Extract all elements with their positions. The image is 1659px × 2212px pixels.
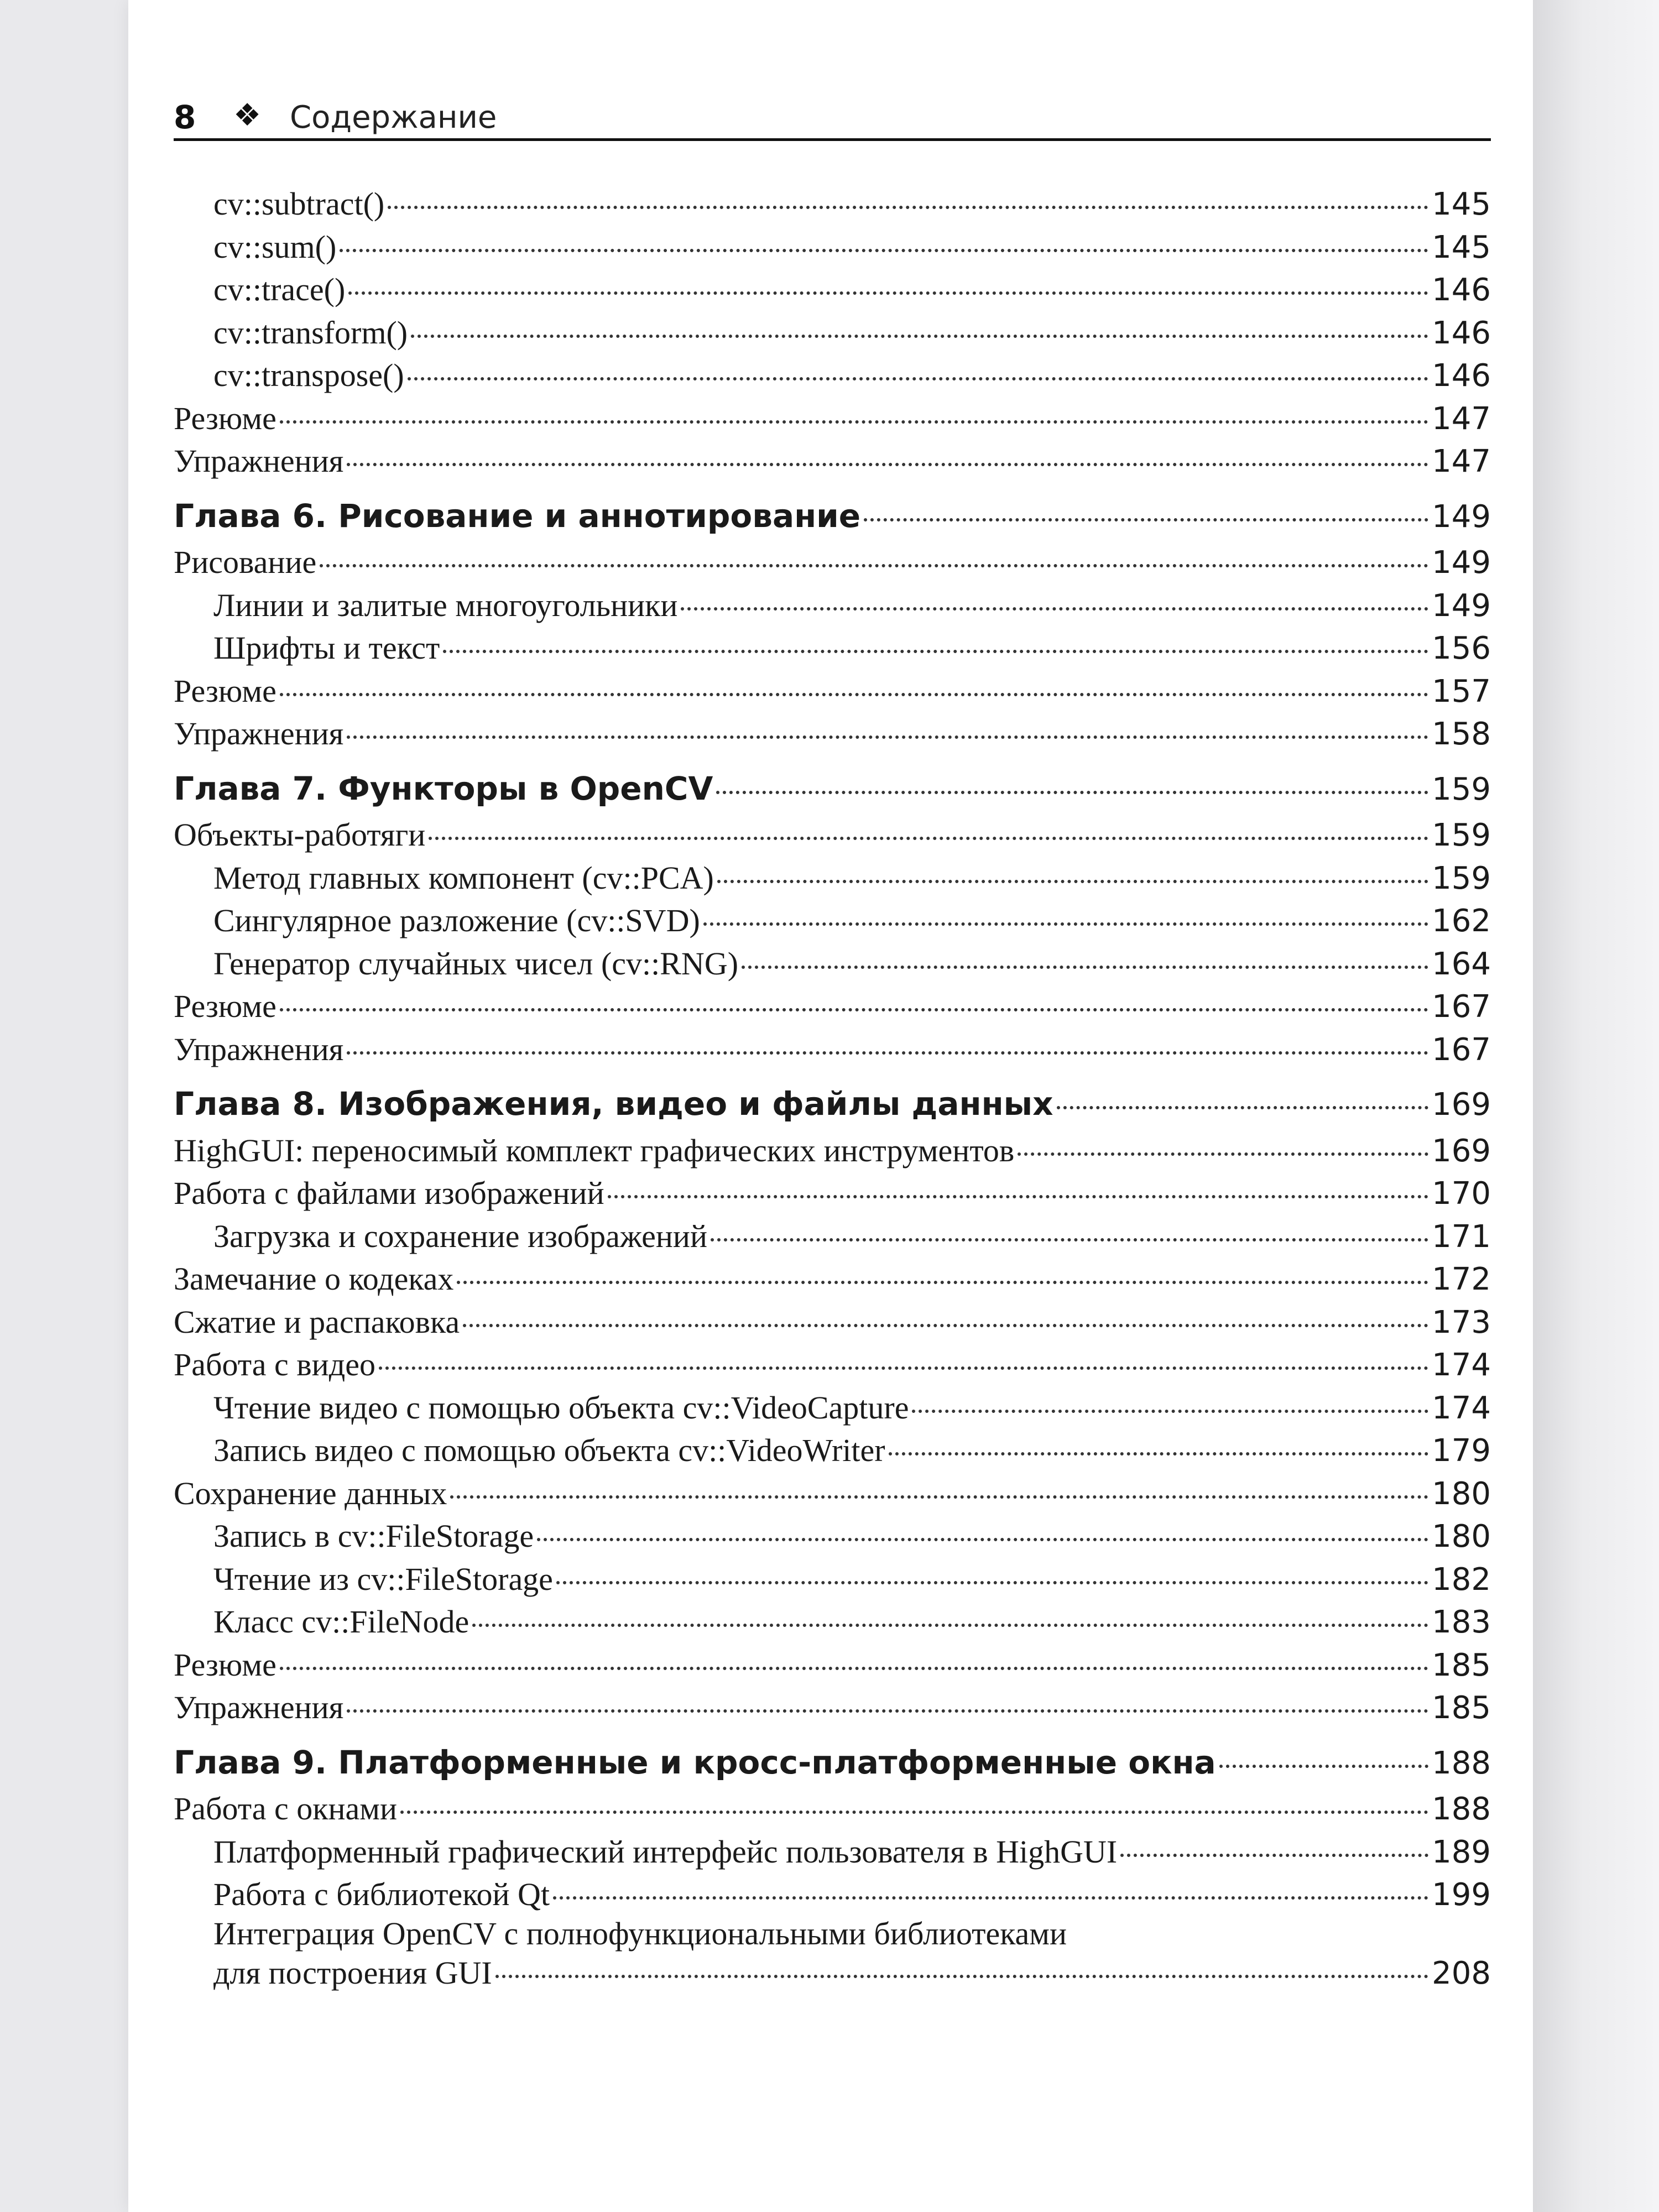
dot-leader bbox=[1120, 1854, 1428, 1857]
dot-leader bbox=[280, 1008, 1428, 1011]
toc-page-number: 159 bbox=[1432, 817, 1491, 853]
toc-page-number: 169 bbox=[1432, 1133, 1491, 1169]
toc-page-number: 185 bbox=[1432, 1647, 1491, 1683]
dot-leader bbox=[717, 880, 1428, 883]
toc-entry bbox=[174, 1830, 1491, 1874]
dot-leader bbox=[711, 1238, 1428, 1241]
dot-leader bbox=[347, 1709, 1428, 1713]
dot-leader bbox=[379, 1366, 1428, 1370]
dot-leader bbox=[347, 1051, 1428, 1055]
dot-leader bbox=[280, 1667, 1428, 1670]
toc-entry bbox=[174, 268, 1491, 311]
toc-entry bbox=[174, 1386, 1491, 1430]
toc-entry bbox=[174, 1028, 1491, 1071]
toc-page-number: 147 bbox=[1432, 444, 1491, 479]
toc-entry bbox=[174, 1558, 1491, 1601]
toc-entry bbox=[174, 397, 1491, 440]
toc-entry-title: Чтение видео с помощью объекта cv::VideoCapture bbox=[213, 1389, 909, 1426]
toc-page-number: 170 bbox=[1432, 1176, 1491, 1212]
toc-entry-title: Упражнения bbox=[174, 1689, 344, 1725]
toc-entry-title: Рисование bbox=[174, 544, 317, 580]
running-header bbox=[174, 88, 1491, 141]
toc-page-number: 164 bbox=[1432, 946, 1491, 982]
dot-leader bbox=[450, 1495, 1428, 1499]
toc-entry-title: Резюме bbox=[174, 1646, 276, 1683]
toc-entry-title: cv::transpose() bbox=[213, 357, 404, 393]
toc-entry bbox=[174, 670, 1491, 713]
toc-entry-title: Сохранение данных bbox=[174, 1475, 447, 1511]
toc-page-number: 173 bbox=[1432, 1304, 1491, 1340]
toc-entry bbox=[174, 627, 1491, 670]
dot-leader bbox=[472, 1624, 1428, 1627]
toc-entry bbox=[174, 1916, 1491, 1952]
book-page bbox=[128, 0, 1533, 2212]
toc-entry-title: cv::transform() bbox=[213, 314, 408, 351]
dot-leader bbox=[703, 922, 1428, 926]
toc-page-number: 188 bbox=[1432, 1791, 1491, 1827]
toc-entry-title: Резюме bbox=[174, 988, 276, 1024]
toc-entry bbox=[174, 1301, 1491, 1344]
dot-leader bbox=[347, 463, 1428, 466]
toc-entry-title: cv::sum() bbox=[213, 228, 337, 265]
toc-entry-title: Резюме bbox=[174, 672, 276, 709]
toc-entry-title: Глава 9. Платформенные и кросс-платформенные окна bbox=[174, 1743, 1216, 1781]
toc-entry bbox=[174, 813, 1491, 857]
dot-leader bbox=[556, 1581, 1428, 1584]
toc-page-number: 208 bbox=[1432, 1955, 1491, 1991]
running-title: Содержание bbox=[290, 100, 497, 135]
toc-entry-title: Шрифты и текст bbox=[213, 630, 440, 666]
toc-page-number: 159 bbox=[1432, 860, 1491, 896]
toc-entry-title: Платформенный графический интерфейс пользователя в HighGUI bbox=[213, 1833, 1118, 1870]
toc-chapter-entry bbox=[174, 768, 1491, 811]
dot-leader bbox=[912, 1410, 1428, 1413]
dot-leader bbox=[742, 966, 1428, 969]
toc-chapter-entry bbox=[174, 1083, 1491, 1126]
toc-entry bbox=[174, 354, 1491, 397]
toc-page-number: 174 bbox=[1432, 1347, 1491, 1383]
toc-page-number: 171 bbox=[1432, 1218, 1491, 1255]
toc-entry-title: Чтение из cv::FileStorage bbox=[213, 1561, 553, 1597]
toc-entry-title: Упражнения bbox=[174, 443, 344, 479]
toc-page-number: 149 bbox=[1432, 545, 1491, 581]
toc-entry-title: Линии и залитые многоугольники bbox=[213, 587, 678, 623]
dot-leader bbox=[537, 1538, 1428, 1541]
toc-page-number: 167 bbox=[1432, 1031, 1491, 1068]
toc-entry bbox=[174, 1472, 1491, 1515]
toc-entry-title: Загрузка и сохранение изображений bbox=[213, 1218, 707, 1254]
toc-entry-title: Запись видео с помощью объекта cv::VideoWriter bbox=[213, 1432, 885, 1468]
toc-entry-title: Упражнения bbox=[174, 716, 344, 752]
toc-chapter-entry bbox=[174, 1741, 1491, 1785]
toc-entry bbox=[174, 541, 1491, 584]
toc-entry-title: Работа с окнами bbox=[174, 1791, 397, 1827]
toc-page-number: 156 bbox=[1432, 630, 1491, 666]
toc-page-number: 185 bbox=[1432, 1690, 1491, 1726]
dot-leader bbox=[388, 206, 1428, 209]
toc-entry-title: Объекты-работяги bbox=[174, 817, 426, 853]
toc-entry-title: Глава 6. Рисование и аннотирование bbox=[174, 497, 861, 535]
dot-leader bbox=[429, 837, 1428, 840]
dot-leader bbox=[553, 1896, 1428, 1900]
toc-chapter-entry bbox=[174, 495, 1491, 538]
toc-entry bbox=[174, 584, 1491, 627]
toc-entry bbox=[174, 1429, 1491, 1472]
dot-leader bbox=[280, 420, 1428, 424]
toc-entry-title: Сингулярное разложение (cv::SVD) bbox=[213, 902, 700, 938]
toc-entry-title: Запись в cv::FileStorage bbox=[213, 1518, 534, 1554]
dot-leader bbox=[408, 377, 1428, 380]
toc-page-number: 174 bbox=[1432, 1390, 1491, 1426]
toc-entry-title: для построения GUI bbox=[213, 1954, 492, 1991]
toc-entry-title: Работа с файлами изображений bbox=[174, 1175, 604, 1211]
toc-entry-title: Глава 8. Изображения, видео и файлы данных bbox=[174, 1085, 1053, 1123]
dot-leader bbox=[889, 1452, 1429, 1455]
toc-page-number: 149 bbox=[1432, 498, 1491, 535]
table-of-contents bbox=[174, 182, 1491, 1994]
toc-entry bbox=[174, 1644, 1491, 1687]
toc-page-number: 162 bbox=[1432, 903, 1491, 939]
dot-leader bbox=[457, 1281, 1428, 1284]
toc-entry bbox=[174, 1952, 1491, 1995]
toc-entry-title: Работа с библиотекой Qt bbox=[213, 1876, 550, 1912]
toc-entry bbox=[174, 1873, 1491, 1916]
toc-page-number: 180 bbox=[1432, 1519, 1491, 1554]
toc-entry-title: Замечание о кодеках bbox=[174, 1261, 454, 1297]
toc-page-number: 159 bbox=[1432, 771, 1491, 807]
toc-page-number: 167 bbox=[1432, 989, 1491, 1025]
toc-entry-title: Интеграция OpenCV с полнофункциональными библиотеками bbox=[213, 1915, 1067, 1952]
toc-entry bbox=[174, 182, 1491, 226]
toc-entry bbox=[174, 1215, 1491, 1258]
toc-entry bbox=[174, 1129, 1491, 1172]
dot-leader bbox=[463, 1324, 1428, 1327]
toc-page-number: 146 bbox=[1432, 315, 1491, 351]
toc-page-number: 182 bbox=[1432, 1561, 1491, 1598]
toc-entry-title: Работа с видео bbox=[174, 1347, 375, 1383]
toc-entry-title: cv::subtract() bbox=[213, 186, 385, 222]
toc-page-number: 179 bbox=[1432, 1433, 1491, 1469]
ornament-icon: ❖ bbox=[233, 97, 262, 133]
toc-entry bbox=[174, 857, 1491, 900]
toc-entry bbox=[174, 1787, 1491, 1830]
toc-page-number: 169 bbox=[1432, 1087, 1491, 1123]
toc-page-number: 145 bbox=[1432, 186, 1491, 222]
toc-page-number: 199 bbox=[1432, 1877, 1491, 1913]
dot-leader bbox=[716, 791, 1428, 794]
toc-entry bbox=[174, 985, 1491, 1028]
toc-entry-title: Метод главных компонент (cv::PCA) bbox=[213, 859, 714, 896]
dot-leader bbox=[411, 335, 1428, 338]
toc-entry bbox=[174, 226, 1491, 269]
toc-entry-title: Упражнения bbox=[174, 1031, 344, 1067]
dot-leader bbox=[1057, 1106, 1429, 1109]
toc-page-number: 157 bbox=[1432, 673, 1491, 709]
toc-entry bbox=[174, 1258, 1491, 1301]
toc-entry bbox=[174, 1686, 1491, 1729]
toc-entry bbox=[174, 942, 1491, 985]
facing-page-edge bbox=[1533, 0, 1659, 2212]
toc-entry bbox=[174, 311, 1491, 354]
dot-leader bbox=[280, 693, 1428, 696]
toc-entry-title: cv::trace() bbox=[213, 272, 346, 307]
toc-entry-title: Сжатие и распаковка bbox=[174, 1303, 460, 1340]
dot-leader bbox=[608, 1195, 1428, 1198]
dot-leader bbox=[400, 1811, 1428, 1814]
toc-entry bbox=[174, 1343, 1491, 1386]
dot-leader bbox=[1018, 1152, 1428, 1156]
dot-leader bbox=[495, 1975, 1428, 1978]
toc-entry-title: Генератор случайных чисел (cv::RNG) bbox=[213, 945, 739, 982]
toc-entry-title: Класс cv::FileNode bbox=[213, 1604, 469, 1640]
toc-entry-title: HighGUI: переносимый комплект графических инструментов bbox=[174, 1132, 1015, 1168]
toc-entry bbox=[174, 1600, 1491, 1644]
dot-leader bbox=[320, 564, 1428, 567]
dot-leader bbox=[681, 607, 1428, 611]
toc-page-number: 149 bbox=[1432, 587, 1491, 624]
dot-leader bbox=[864, 518, 1428, 521]
toc-page-number: 183 bbox=[1432, 1604, 1491, 1640]
toc-page-number: 146 bbox=[1432, 272, 1491, 308]
toc-page-number: 189 bbox=[1432, 1834, 1491, 1870]
dot-leader bbox=[1219, 1765, 1428, 1768]
toc-entry bbox=[174, 899, 1491, 942]
toc-page-number: 172 bbox=[1432, 1261, 1491, 1297]
toc-page-number: 145 bbox=[1432, 229, 1491, 265]
page-number: 8 bbox=[174, 98, 196, 136]
toc-page-number: 146 bbox=[1432, 358, 1491, 394]
dot-leader bbox=[347, 735, 1428, 739]
dot-leader bbox=[348, 291, 1428, 295]
toc-page-number: 147 bbox=[1432, 400, 1491, 437]
toc-page-number: 180 bbox=[1432, 1475, 1491, 1512]
toc-entry-title: Резюме bbox=[174, 400, 276, 436]
toc-entry bbox=[174, 1172, 1491, 1215]
dot-leader bbox=[340, 249, 1428, 252]
toc-page-number: 188 bbox=[1432, 1745, 1491, 1781]
dot-leader bbox=[443, 650, 1428, 653]
toc-entry-title: Глава 7. Функторы в OpenCV bbox=[174, 769, 713, 807]
toc-entry bbox=[174, 712, 1491, 755]
toc-entry bbox=[174, 1515, 1491, 1558]
toc-entry bbox=[174, 440, 1491, 483]
toc-page-number: 158 bbox=[1432, 716, 1491, 752]
